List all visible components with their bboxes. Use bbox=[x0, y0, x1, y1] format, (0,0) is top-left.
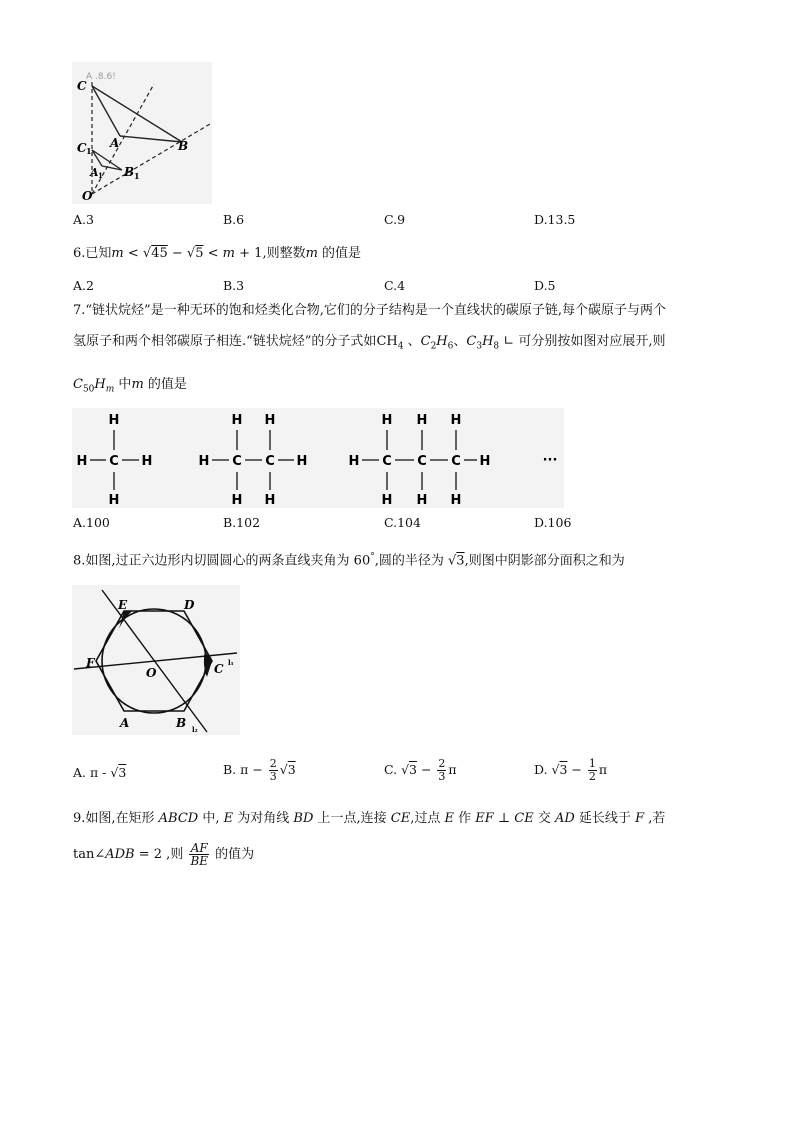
q5-label-C1-sub: 1 bbox=[86, 146, 92, 156]
q5-label-C1: C bbox=[77, 141, 87, 155]
q5-option-d: D.13.5 bbox=[534, 212, 576, 227]
q5-label-C: C bbox=[77, 79, 87, 93]
q8-label-B: B bbox=[176, 716, 187, 730]
q6-option-a: A.2 bbox=[73, 278, 94, 293]
q7-molecule-figure bbox=[72, 408, 564, 508]
hydrogen-atom: H bbox=[264, 493, 276, 508]
q5-option-a: A.3 bbox=[73, 212, 94, 227]
q9-line-2: tan∠ADB = 2 ,则 $\frac{AF}{BE}$ 的值为 bbox=[73, 841, 255, 868]
q5-label-B: B bbox=[178, 139, 189, 153]
hydrogen-atom: H bbox=[348, 454, 360, 469]
carbon-atom: C bbox=[232, 454, 242, 469]
q5-faded-text: A .8.6! bbox=[86, 72, 116, 82]
q6-option-d: D.5 bbox=[534, 278, 556, 293]
q5-figure bbox=[72, 62, 212, 204]
carbon-atom: C bbox=[109, 454, 119, 469]
q5-option-c: C.9 bbox=[384, 212, 406, 227]
ellipsis: ··· bbox=[542, 453, 558, 468]
q5-label-A: A bbox=[110, 136, 120, 150]
hydrogen-atom: H bbox=[479, 454, 491, 469]
q5-label-O: O bbox=[82, 189, 93, 203]
q5-label-B1: B bbox=[124, 165, 135, 179]
hydrogen-atom: H bbox=[231, 413, 243, 428]
hydrogen-atom: H bbox=[416, 413, 428, 428]
q5-label-B1-sub: 1 bbox=[134, 171, 140, 181]
q7-line-3: $C_{50}H_m$ 中m 的值是 bbox=[73, 377, 187, 395]
hydrogen-atom: H bbox=[416, 493, 428, 508]
q7-option-d: D.106 bbox=[534, 515, 572, 530]
carbon-atom: C bbox=[451, 454, 461, 469]
hydrogen-atom: H bbox=[450, 493, 462, 508]
hydrogen-atom: H bbox=[108, 493, 120, 508]
q7-line-2: 氢原子和两个相邻碳原子相连.“链状烷烃”的分子式如$CH_4$ 、$C_2H_6$、$C_3H_8$ ∟ 可分别按如图对应展开,则 bbox=[73, 334, 666, 352]
carbon-atom: C bbox=[382, 454, 392, 469]
q8-label-E: E bbox=[118, 598, 128, 612]
q7-option-c: C.104 bbox=[384, 515, 421, 530]
carbon-atom: C bbox=[265, 454, 275, 469]
hydrogen-atom: H bbox=[231, 493, 243, 508]
hydrogen-atom: H bbox=[264, 413, 276, 428]
q8-label-D: D bbox=[184, 598, 195, 612]
q8-label-C: C bbox=[214, 662, 224, 676]
q5-label-A1-sub: 1 bbox=[98, 171, 103, 180]
carbon-atom: C bbox=[417, 454, 427, 469]
hydrogen-atom: H bbox=[296, 454, 308, 469]
q6-option-c: C.4 bbox=[384, 278, 406, 293]
q8-option-c: C. √3 − $\frac{2}{3}$ π bbox=[384, 757, 457, 783]
hydrogen-atom: H bbox=[198, 454, 210, 469]
q8-option-a: A. π - √3 bbox=[73, 765, 127, 780]
q8-label-O: O bbox=[146, 666, 157, 680]
q8-label-F: F bbox=[86, 656, 95, 670]
q5-option-b: B.6 bbox=[223, 212, 245, 227]
q8-question: 8.如图,过正六边形内切圆圆心的两条直线夹角为 60°,圆的半径为 √3,则图中阴影部分面积之和为 bbox=[73, 552, 625, 569]
q8-label-l2: l₂ bbox=[192, 725, 198, 734]
q6-option-b: B.3 bbox=[223, 278, 245, 293]
q8-figure bbox=[72, 585, 240, 735]
q5-label-A1: A bbox=[90, 166, 99, 179]
q8-label-A: A bbox=[120, 716, 130, 730]
hydrogen-atom: H bbox=[381, 413, 393, 428]
q8-label-l1: l₁ bbox=[228, 658, 234, 667]
hydrogen-atom: H bbox=[76, 454, 88, 469]
hydrogen-atom: H bbox=[450, 413, 462, 428]
q7-option-b: B.102 bbox=[223, 515, 261, 530]
q8-option-d: D. √3 − $\frac{1}{2}$ π bbox=[534, 757, 608, 783]
hydrogen-atom: H bbox=[141, 454, 153, 469]
q8-option-b: B. π − $\frac{2}{3}$ √3 bbox=[223, 757, 296, 783]
q7-line-1: 7.“链状烷烃”是一种无环的饱和烃类化合物,它们的分子结构是一个直线状的碳原子链,每个碳原子与两个 bbox=[73, 303, 666, 318]
q7-option-a: A.100 bbox=[73, 515, 110, 530]
q6-question: 6.已知m < √45 − √5 < m + 1,则整数m 的值是 bbox=[73, 246, 362, 261]
hydrogen-atom: H bbox=[381, 493, 393, 508]
hydrogen-atom: H bbox=[108, 413, 120, 428]
molecule-diagram bbox=[77, 413, 558, 508]
q9-line-1: 9.如图,在矩形 ABCD 中, E 为对角线 BD 上一点,连接 CE,过点 E 作 EF ⊥ CE 交 AD 延长线于 F ,若 bbox=[73, 811, 666, 826]
